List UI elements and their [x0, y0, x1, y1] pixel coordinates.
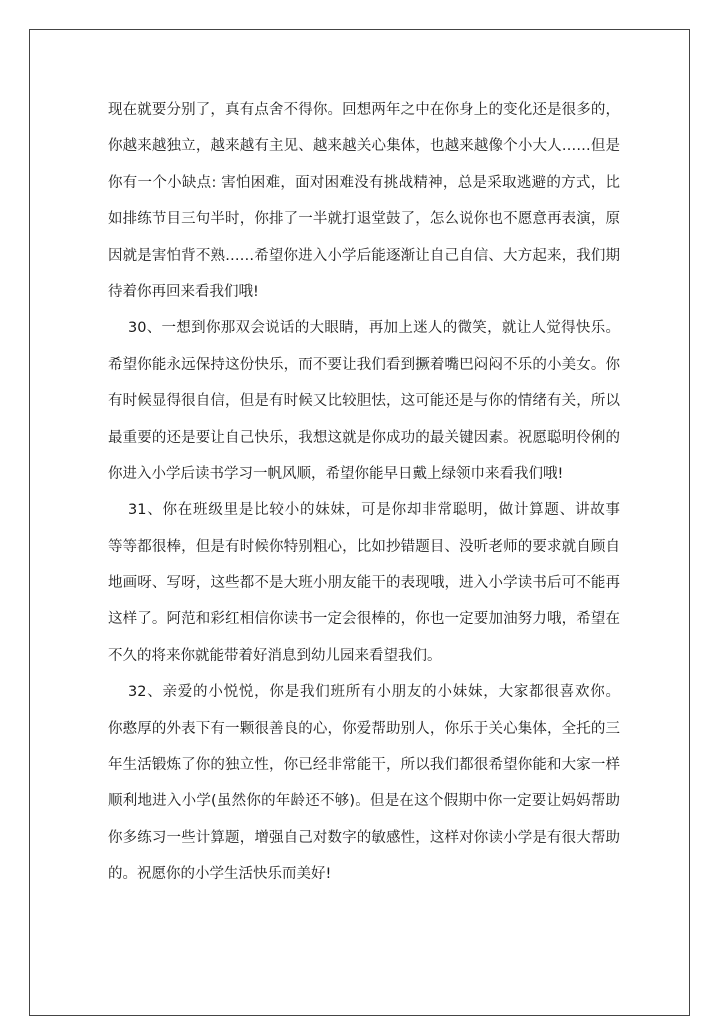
paragraph-31	[108, 492, 620, 674]
text-line: 待着你再回来看我们哦!	[108, 283, 259, 300]
text-line: 有时候显得很自信，但是有时候又比较胆怯，这可能还是与你的情绪有关，所以	[108, 393, 620, 410]
text-line: 现在就要分别了，真有点舍不得你。回想两年之中在你身上的变化还是很多的，	[108, 102, 620, 118]
text-line: 如排练节目三句半时，你排了一半就打退堂鼓了，怎么说你也不愿意再表演，原	[108, 211, 620, 228]
text-line: 等等都很棒，但是有时候你特别粗心，比如抄错题目、没听老师的要求就自顾自	[108, 538, 620, 555]
text-line: 希望你能永远保持这份快乐，而不要让我们看到撅着嘴巴闷闷不乐的小美女。你	[108, 356, 620, 373]
text-line: 最重要的还是要让自己快乐，我想这就是你成功的最关键因素。祝愿聪明伶俐的	[108, 429, 620, 446]
text-line: 30、一想到你那双会说话的大眼睛，再加上迷人的微笑，就让人觉得快乐。	[128, 320, 620, 337]
text-line: 不久的将来你就能带着好消息到幼儿园来看望我们。	[108, 647, 442, 664]
text-line: 你有一个小缺点: 害怕困难，面对困难没有挑战精神，总是采取逃避的方式，比	[108, 174, 620, 191]
text-line: 地画呀、写呀，这些都不是大班小朋友能干的表现哦，进入小学读书后可不能再	[108, 575, 620, 592]
text-line: 的。祝愿你的小学生活快乐而美好!	[108, 866, 332, 883]
text-line: 你进入小学后读书学习一帆风顺，希望你能早日戴上绿领巾来看我们哦!	[108, 465, 564, 482]
text-line: 你越来越独立，越来越有主见、越来越关心集体，也越来越像个小大人……但是	[108, 138, 620, 155]
text-line: 因就是害怕背不熟……希望你进入小学后能逐渐让自己自信、大方起来，我们期	[108, 247, 620, 264]
paragraph-intro	[108, 92, 620, 310]
text-line: 顺利地进入小学(虽然你的年龄还不够)。但是在这个假期中你一定要让妈妈帮助	[108, 793, 620, 810]
text-line: 这样了。阿范和彩红相信你读书一定会很棒的，你也一定要加油努力哦，希望在	[108, 611, 620, 628]
text-line: 31、你在班级里是比较小的妹妹，可是你却非常聪明，做计算题、讲故事	[128, 502, 620, 519]
document-body	[108, 92, 620, 893]
text-line: 年生活锻炼了你的独立性，你已经非常能干，所以我们都很希望你能和大家一样	[108, 757, 620, 774]
text-line: 你多练习一些计算题，增强自己对数字的敏感性，这样对你读小学是有很大帮助	[108, 829, 620, 846]
text-line: 32、亲爱的小悦悦，你是我们班所有小朋友的小妹妹，大家都很喜欢你。	[128, 684, 620, 701]
paragraph-30	[108, 310, 620, 492]
paragraph-32	[108, 674, 620, 892]
text-line: 你憨厚的外表下有一颗很善良的心，你爱帮助别人，你乐于关心集体，全托的三	[108, 720, 620, 737]
